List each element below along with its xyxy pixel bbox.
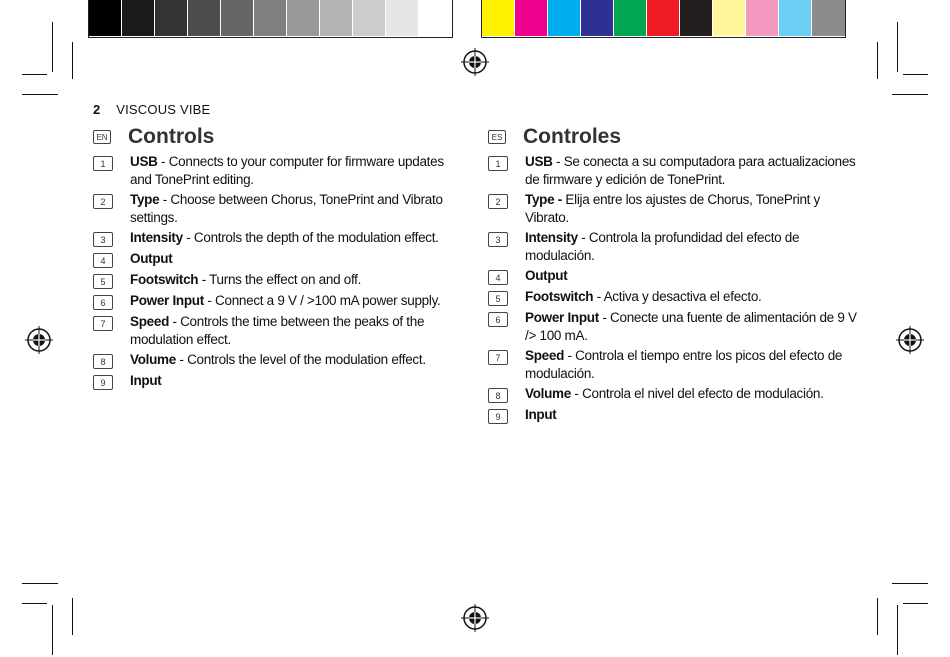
controls-list xyxy=(488,153,863,424)
item-label: Output xyxy=(130,251,173,266)
process-color-bar xyxy=(481,0,846,38)
list-item xyxy=(488,229,863,264)
item-label: Power Input xyxy=(130,293,204,308)
item-description: - Connects to your computer for firmware updates and TonePrint editing. xyxy=(130,154,444,187)
color-swatch xyxy=(254,0,287,36)
item-description: - Controla la profundidad del efecto de modulación. xyxy=(525,230,800,263)
item-label: Input xyxy=(525,407,557,422)
list-item xyxy=(93,271,453,289)
crop-mark xyxy=(877,42,878,79)
item-number: 2 xyxy=(93,194,113,209)
color-swatch xyxy=(122,0,155,36)
item-label: Type - xyxy=(525,192,562,207)
language-tag: EN xyxy=(93,130,111,144)
item-label: Footswitch xyxy=(525,289,594,304)
list-item xyxy=(488,309,863,344)
list-item xyxy=(93,351,453,369)
item-number: 7 xyxy=(488,350,508,365)
item-number: 4 xyxy=(93,253,113,268)
item-label: Type xyxy=(130,192,160,207)
registration-mark-icon xyxy=(461,604,489,632)
item-description: - Se conecta a su computadora para actualizaciones de firmware y edición de TonePrint. xyxy=(525,154,856,187)
crop-mark xyxy=(897,22,898,72)
item-description: - Controls the level of the modulation effect. xyxy=(175,352,426,367)
english-section xyxy=(93,124,453,393)
registration-mark-icon xyxy=(461,48,489,76)
item-text xyxy=(525,229,863,264)
section-title: Controls xyxy=(128,125,215,148)
crop-mark xyxy=(903,603,928,604)
list-item xyxy=(93,191,453,226)
item-label: Volume xyxy=(130,352,176,367)
list-item xyxy=(488,288,863,306)
item-label: USB xyxy=(525,154,553,169)
item-text xyxy=(130,153,453,188)
color-swatch xyxy=(779,0,812,36)
list-item xyxy=(93,229,453,247)
section-title: Controles xyxy=(523,125,622,148)
item-text xyxy=(130,229,439,247)
item-label: Speed xyxy=(130,314,170,329)
item-description: - Conecte una fuente de alimentación de 9 V /> 100 mA. xyxy=(525,310,857,343)
item-text xyxy=(130,313,453,348)
item-number: 7 xyxy=(93,316,113,331)
language-tag: ES xyxy=(488,130,506,144)
item-number: 3 xyxy=(488,232,508,247)
list-item xyxy=(93,292,453,310)
crop-mark xyxy=(52,605,53,655)
color-swatch xyxy=(614,0,647,36)
crop-mark xyxy=(877,598,878,635)
item-description: - Activa y desactiva el efecto. xyxy=(593,289,762,304)
color-swatch xyxy=(287,0,320,36)
crop-mark xyxy=(892,583,928,584)
spanish-section xyxy=(488,124,863,427)
color-swatch xyxy=(680,0,713,36)
crop-mark xyxy=(22,583,58,584)
product-title: VISCOUS VIBE xyxy=(116,102,211,117)
crop-mark xyxy=(22,74,47,75)
color-swatch xyxy=(515,0,548,36)
item-label: Speed xyxy=(525,348,565,363)
color-swatch xyxy=(353,0,386,36)
item-number: 4 xyxy=(488,270,508,285)
color-swatch xyxy=(320,0,353,36)
item-description: - Connect a 9 V / >100 mA power supply. xyxy=(203,293,441,308)
list-item xyxy=(93,313,453,348)
item-text xyxy=(525,288,761,306)
controls-list xyxy=(93,153,453,390)
crop-mark xyxy=(903,74,928,75)
list-item xyxy=(93,250,453,268)
section-heading xyxy=(93,124,453,150)
grayscale-color-bar xyxy=(88,0,453,38)
item-text xyxy=(130,191,453,226)
color-swatch xyxy=(581,0,614,36)
page-number: 2 xyxy=(93,102,101,117)
item-label: Power Input xyxy=(525,310,599,325)
item-description: - Controls the time between the peaks of the modulation effect. xyxy=(130,314,425,347)
item-text xyxy=(525,191,863,226)
item-number: 1 xyxy=(93,156,113,171)
item-number: 6 xyxy=(93,295,113,310)
crop-mark xyxy=(22,603,47,604)
item-text xyxy=(130,250,172,268)
item-description: - Choose between Chorus, TonePrint and Vibrato settings. xyxy=(130,192,443,225)
item-text xyxy=(525,153,863,188)
item-description: Elija entre los ajustes de Chorus, TonePrint y Vibrato. xyxy=(525,192,821,225)
color-swatch xyxy=(548,0,581,36)
color-swatch xyxy=(89,0,122,36)
registration-mark-icon xyxy=(25,326,53,354)
color-swatch xyxy=(221,0,254,36)
crop-mark xyxy=(72,598,73,635)
item-number: 8 xyxy=(488,388,508,403)
crop-mark xyxy=(52,22,53,72)
item-label: Intensity xyxy=(525,230,578,245)
item-number: 9 xyxy=(488,409,508,424)
color-swatch xyxy=(713,0,746,36)
list-item xyxy=(488,406,863,424)
item-number: 5 xyxy=(93,274,113,289)
section-heading xyxy=(488,124,863,150)
item-label: Input xyxy=(130,373,162,388)
crop-mark xyxy=(897,605,898,655)
item-text xyxy=(130,351,426,369)
crop-mark xyxy=(22,94,58,95)
color-swatch xyxy=(647,0,680,36)
registration-mark-icon xyxy=(896,326,924,354)
item-number: 2 xyxy=(488,194,508,209)
item-text xyxy=(525,406,557,424)
color-swatch xyxy=(482,0,515,36)
list-item xyxy=(93,372,453,390)
list-item xyxy=(488,153,863,188)
item-text xyxy=(525,347,863,382)
item-label: USB xyxy=(130,154,158,169)
crop-mark xyxy=(892,94,928,95)
item-number: 1 xyxy=(488,156,508,171)
item-description: - Turns the effect on and off. xyxy=(198,272,362,287)
list-item xyxy=(488,191,863,226)
color-swatch xyxy=(746,0,779,36)
item-number: 5 xyxy=(488,291,508,306)
list-item xyxy=(488,267,863,285)
item-number: 3 xyxy=(93,232,113,247)
item-number: 8 xyxy=(93,354,113,369)
list-item xyxy=(488,347,863,382)
item-text xyxy=(130,372,162,390)
item-label: Intensity xyxy=(130,230,183,245)
item-text xyxy=(130,292,440,310)
item-number: 6 xyxy=(488,312,508,327)
color-swatch xyxy=(188,0,221,36)
color-swatch xyxy=(155,0,188,36)
item-description: - Controla el tiempo entre los picos del efecto de modulación. xyxy=(525,348,843,381)
color-swatch xyxy=(419,0,452,36)
item-description: - Controls the depth of the modulation effect. xyxy=(182,230,439,245)
item-text xyxy=(525,309,863,344)
item-text xyxy=(525,385,824,403)
item-text xyxy=(130,271,361,289)
item-number: 9 xyxy=(93,375,113,390)
color-swatch xyxy=(386,0,419,36)
list-item xyxy=(93,153,453,188)
item-label: Output xyxy=(525,268,568,283)
item-label: Footswitch xyxy=(130,272,199,287)
color-swatch xyxy=(812,0,845,36)
item-text xyxy=(525,267,567,285)
running-header xyxy=(93,102,210,117)
item-description: - Controla el nivel del efecto de modulación. xyxy=(570,386,824,401)
item-label: Volume xyxy=(525,386,571,401)
list-item xyxy=(488,385,863,403)
crop-mark xyxy=(72,42,73,79)
